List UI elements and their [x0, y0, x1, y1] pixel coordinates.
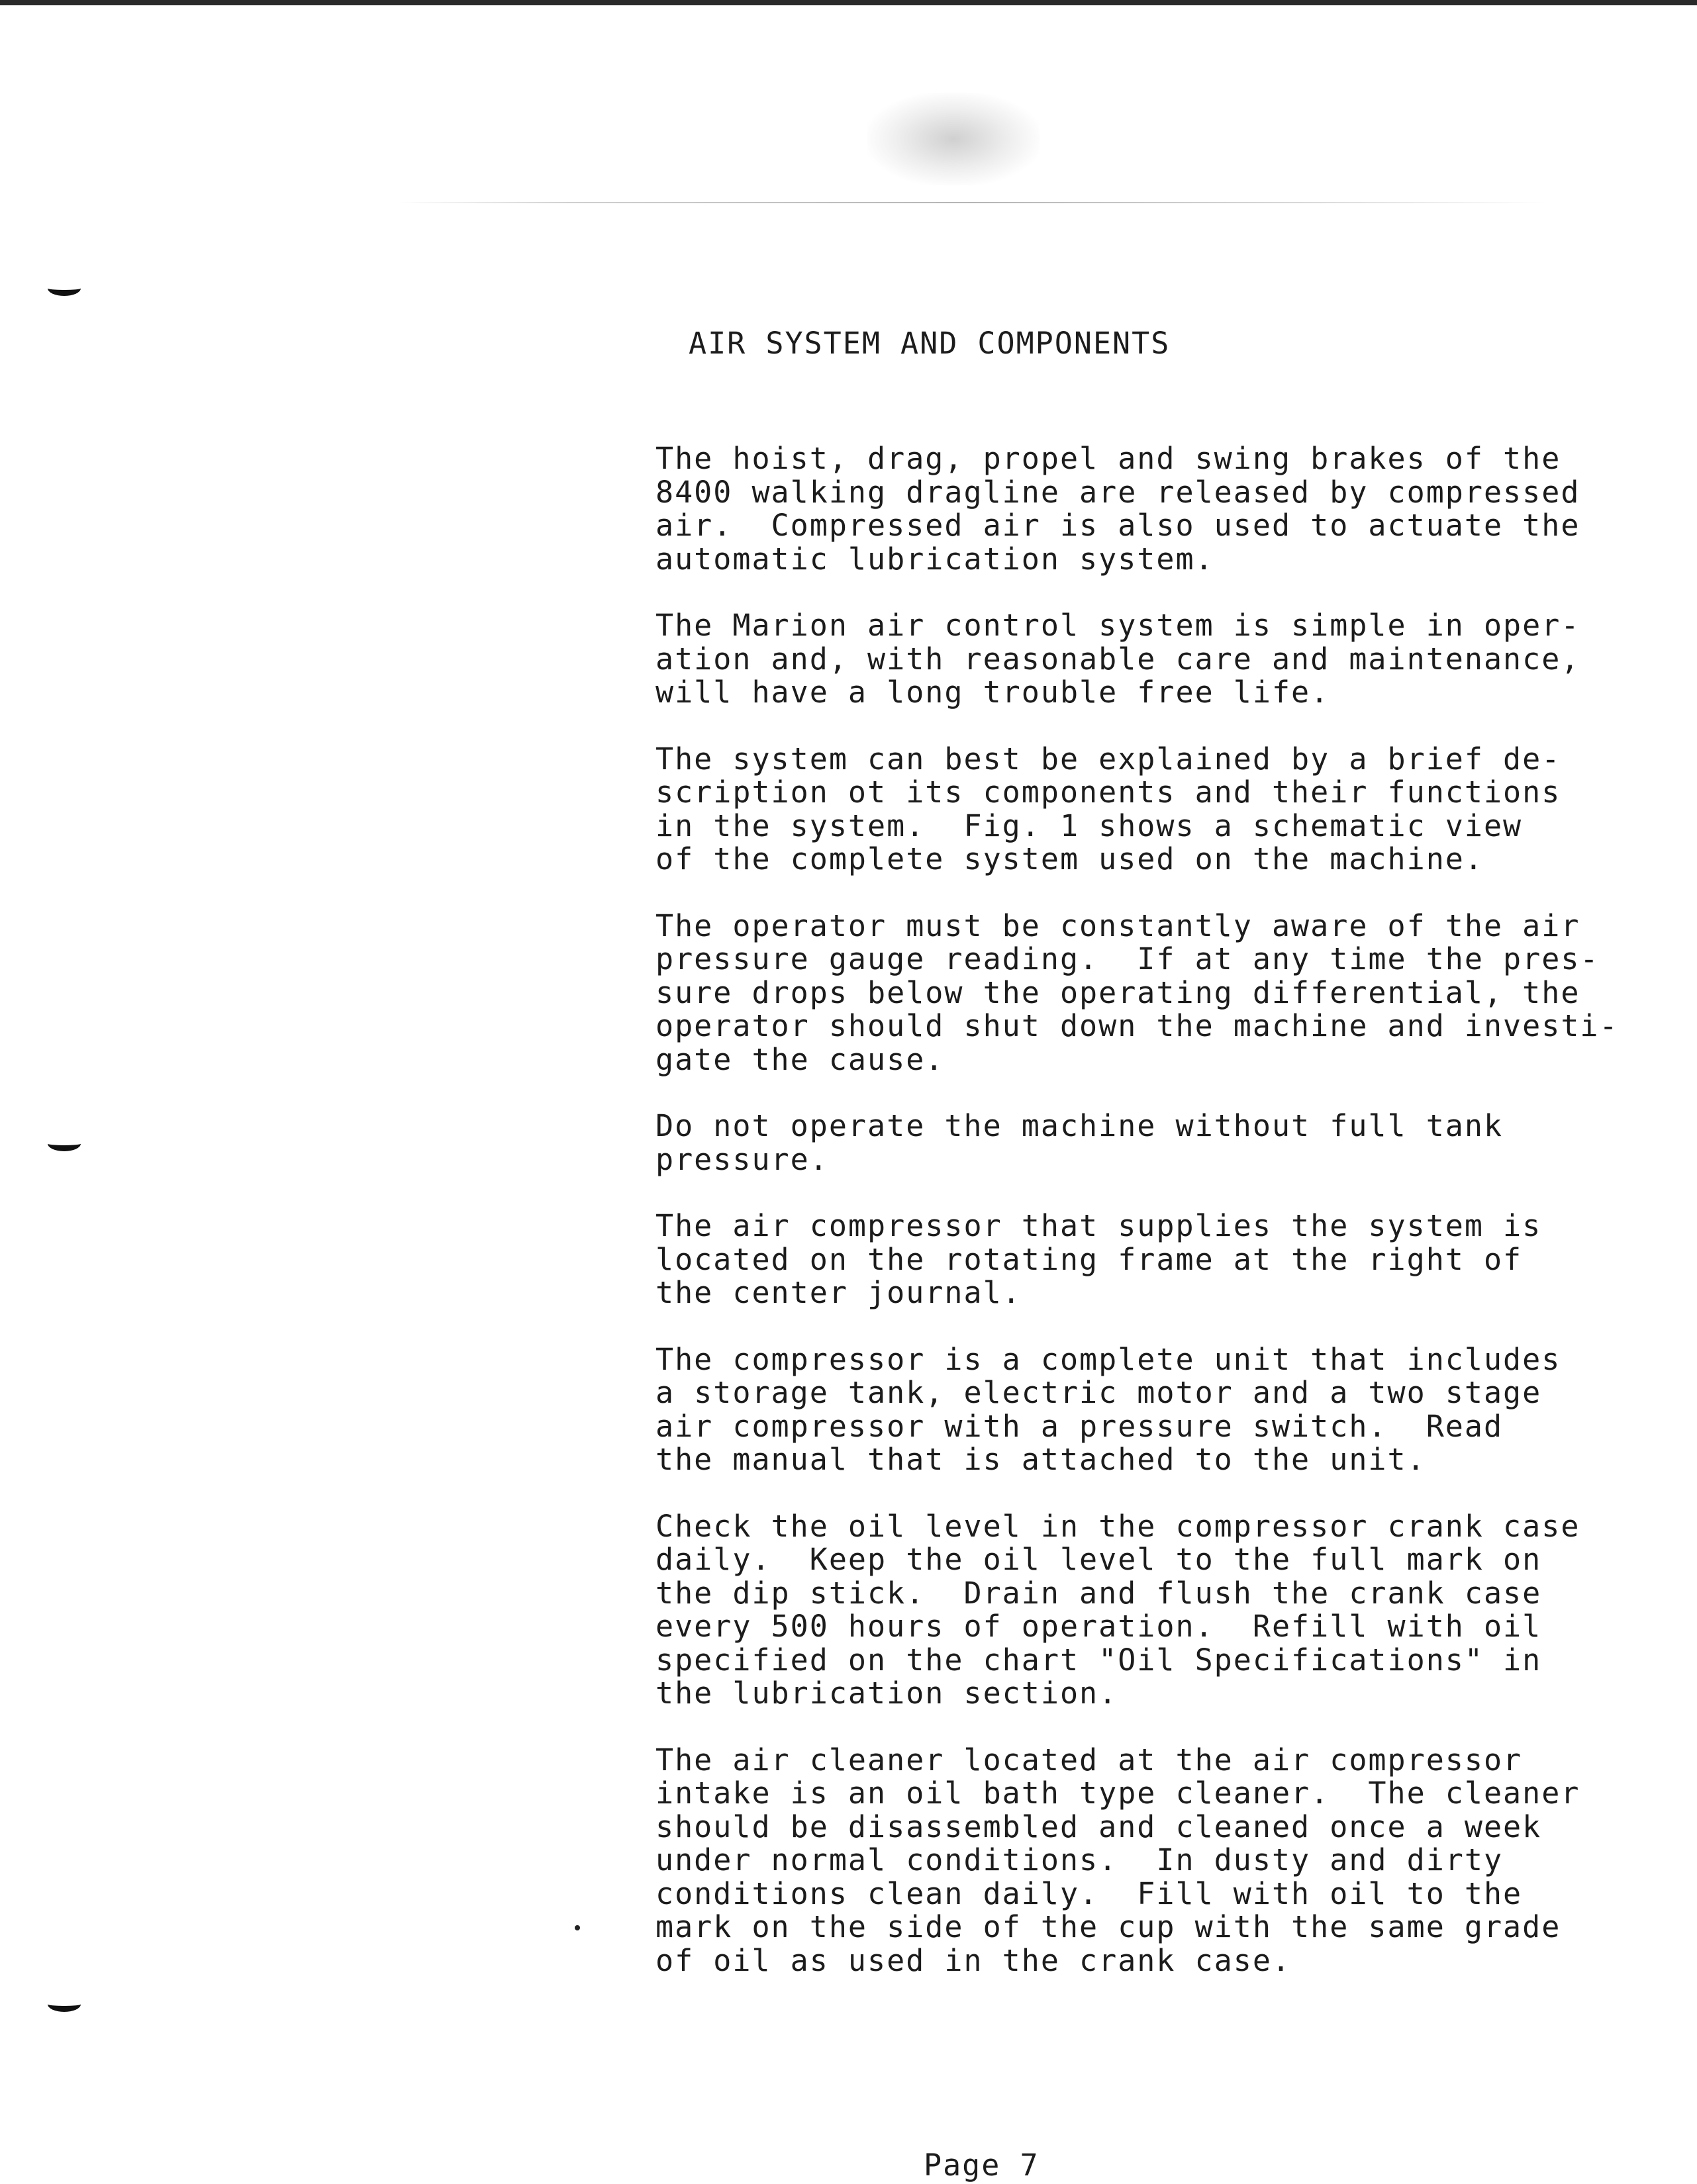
text-line: intake is an oil bath type cleaner. The cleaner — [655, 1776, 1580, 1811]
text-line: mark on the side of the cup with the same grade — [655, 1909, 1561, 1944]
text-line: Do not operate the machine without full tank — [655, 1108, 1504, 1143]
paragraph — [655, 1343, 1662, 1477]
text-line: The air compressor that supplies the system is — [655, 1208, 1542, 1243]
text-line: should be disassembled and cleaned once a week — [655, 1809, 1542, 1844]
text-line: The system can best be explained by a brief de- — [655, 741, 1561, 777]
header-rule — [397, 202, 1549, 203]
text-line: pressure. — [655, 1141, 829, 1177]
stray-mark — [575, 1925, 580, 1930]
text-line: Check the oil level in the compressor crank case — [655, 1508, 1580, 1544]
text-line: scription ot its components and their functions — [655, 775, 1561, 810]
text-line: under normal conditions. In dusty and dirty — [655, 1842, 1504, 1877]
body-text — [655, 442, 1662, 2011]
text-line: conditions clean daily. Fill with oil to the — [655, 1875, 1523, 1911]
page-title: AIR SYSTEM AND COMPONENTS — [689, 326, 1171, 361]
text-line: gate the cause. — [655, 1041, 945, 1077]
text-line: daily. Keep the oil level to the full mark on — [655, 1542, 1542, 1577]
text-line: of the complete system used on the machine. — [655, 841, 1484, 877]
text-line: pressure gauge reading. If at any time the pres- — [655, 941, 1600, 976]
binder-hole-mark — [48, 1136, 81, 1151]
text-line: air. Compressed air is also used to actuate the — [655, 508, 1580, 543]
text-line: the lubrication section. — [655, 1676, 1118, 1711]
text-line: 8400 walking dragline are released by compressed — [655, 474, 1580, 510]
text-line: The hoist, drag, propel and swing brakes of the — [655, 441, 1561, 476]
header-logo-smudge — [867, 93, 1040, 185]
paragraph — [655, 1744, 1662, 1978]
text-line: sure drops below the operating differential, the — [655, 974, 1580, 1010]
text-line: automatic lubrication system. — [655, 541, 1214, 577]
text-line: the center journal. — [655, 1275, 1022, 1310]
text-line: located on the rotating frame at the right of — [655, 1241, 1523, 1277]
text-line: The compressor is a complete unit that includes — [655, 1341, 1561, 1377]
text-line: in the system. Fig. 1 shows a schematic view — [655, 808, 1523, 843]
text-line: of oil as used in the crank case. — [655, 1942, 1292, 1978]
paragraph — [655, 1510, 1662, 1711]
text-line: the dip stick. Drain and flush the crank case — [655, 1575, 1542, 1611]
text-line: The operator must be constantly aware of the air — [655, 908, 1580, 943]
text-line: The air cleaner located at the air compressor — [655, 1742, 1523, 1778]
paragraph — [655, 910, 1662, 1077]
paragraph — [655, 442, 1662, 576]
text-line: operator should shut down the machine and investi- — [655, 1008, 1619, 1043]
binder-hole-mark — [48, 281, 81, 296]
text-line: air compressor with a pressure switch. Read — [655, 1408, 1504, 1444]
paragraph — [655, 609, 1662, 710]
text-line: a storage tank, electric motor and a two stage — [655, 1375, 1542, 1410]
text-line: specified on the chart "Oil Specifications" in — [655, 1642, 1542, 1678]
paragraph — [655, 1210, 1662, 1310]
text-line: ation and, with reasonable care and maintenance, — [655, 641, 1580, 677]
scan-top-edge — [0, 0, 1697, 5]
paragraph — [655, 743, 1662, 877]
page-number: Page 7 — [924, 2148, 1040, 2183]
paragraph — [655, 1110, 1662, 1176]
text-line: The Marion air control system is simple in oper- — [655, 608, 1580, 643]
binder-hole-mark — [48, 1997, 81, 2012]
text-line: the manual that is attached to the unit. — [655, 1442, 1426, 1477]
text-line: every 500 hours of operation. Refill with oil — [655, 1609, 1542, 1644]
text-line: will have a long trouble free life. — [655, 675, 1330, 710]
